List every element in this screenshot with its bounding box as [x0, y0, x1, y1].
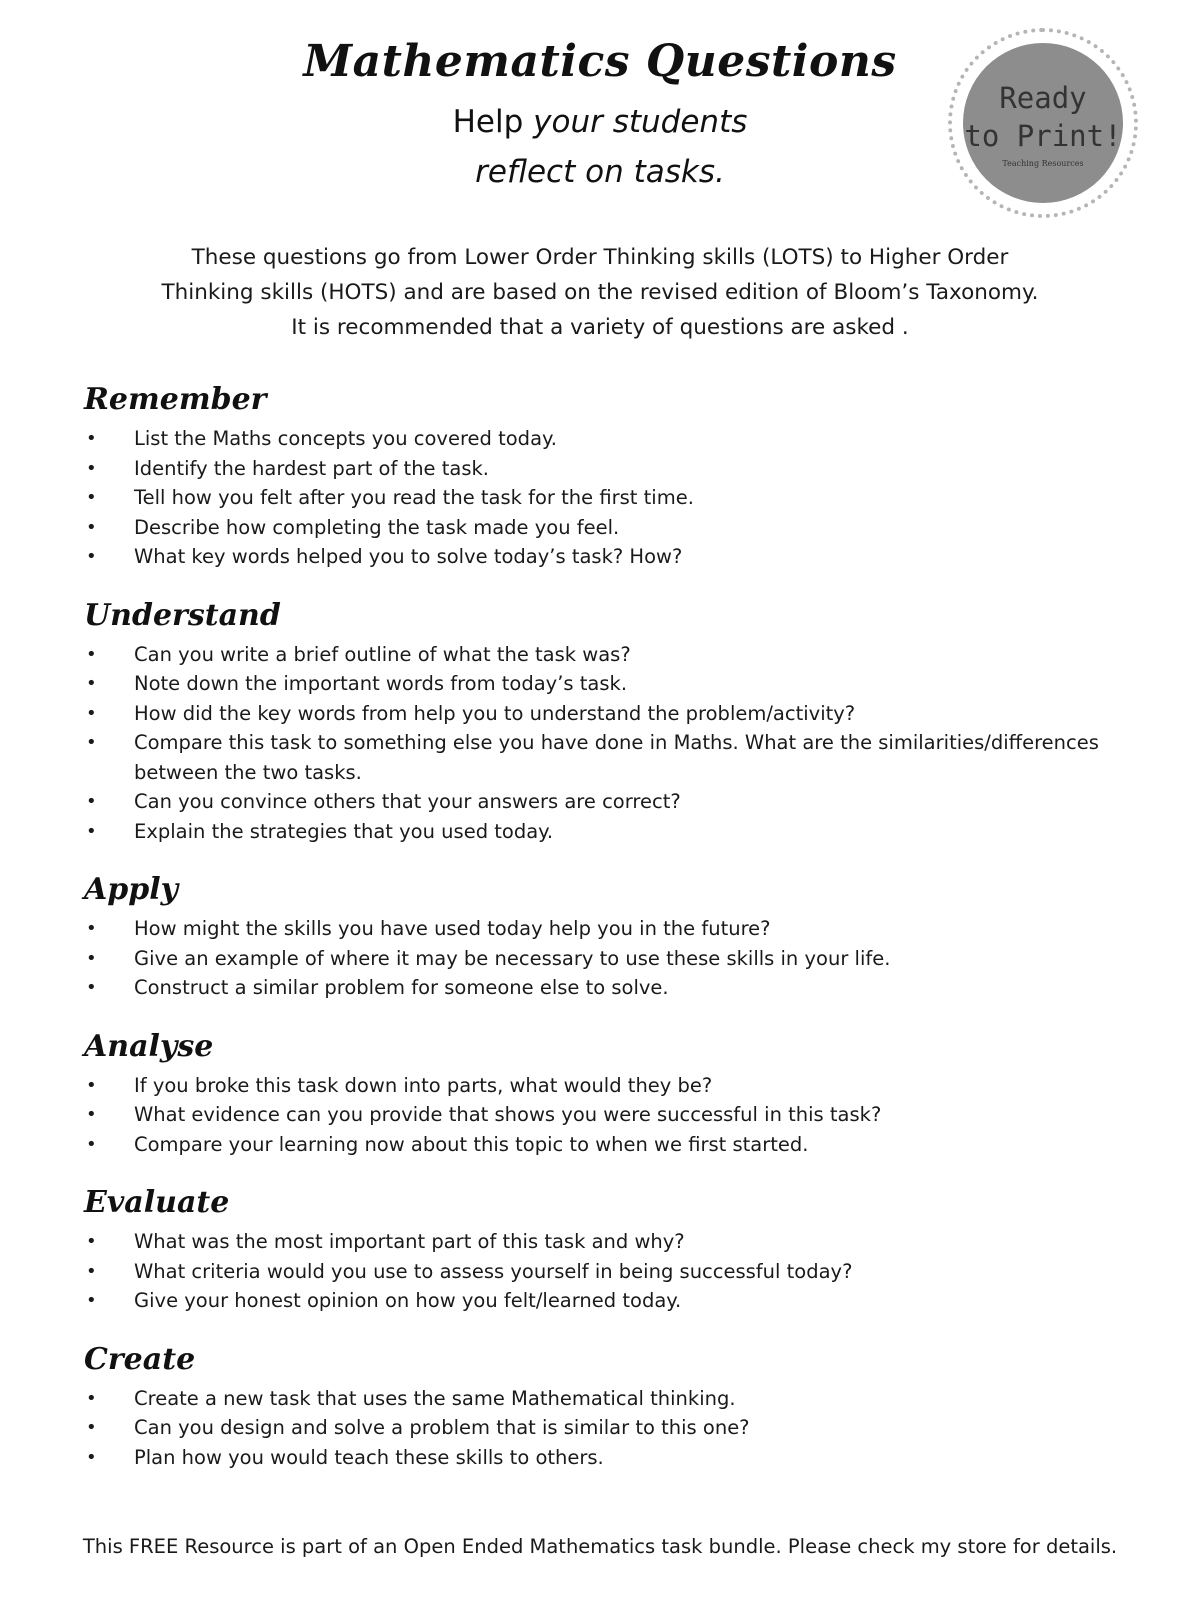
question-item: • If you broke this task down into parts, what would they be?	[84, 1071, 1164, 1101]
question-item: • Compare this task to something else you have done in Maths. What are the similarities/differences between the two tasks.	[84, 728, 1164, 787]
question-item: • Give an example of where it may be necessary to use these skills in your life.	[84, 944, 1164, 974]
question-item: • Compare your learning now about this topic to when we first started.	[84, 1130, 1164, 1160]
question-item: • What criteria would you use to assess yourself in being successful today?	[84, 1257, 1164, 1287]
subtitle-italic: your students	[533, 104, 748, 140]
section-create	[84, 1340, 1164, 1473]
subtitle-line-2: reflect on tasks.	[475, 154, 725, 190]
badge-circle	[963, 43, 1123, 203]
question-item: • Plan how you would teach these skills to others.	[84, 1443, 1164, 1473]
intro-line: These questions go from Lower Order Thinking skills (LOTS) to Higher Order	[191, 245, 1009, 270]
question-item: • Can you design and solve a problem that is similar to this one?	[84, 1413, 1164, 1443]
question-item: • What evidence can you provide that shows you were successful in this task?	[84, 1100, 1164, 1130]
section-heading: Create	[84, 1341, 196, 1377]
badge-line-1: Ready	[999, 80, 1087, 115]
section-remember	[84, 380, 1164, 572]
badge-small-text: Teaching Resources	[1002, 158, 1084, 168]
question-list	[84, 1071, 1164, 1160]
section-heading: Understand	[84, 597, 281, 633]
question-item: • How might the skills you have used today help you in the future?	[84, 914, 1164, 944]
section-understand	[84, 596, 1164, 847]
question-item: • Note down the important words from today’s task.	[84, 669, 1164, 699]
section-apply	[84, 870, 1164, 1003]
intro-paragraph	[0, 240, 1200, 345]
question-item: • What key words helped you to solve today’s task? How?	[84, 542, 1164, 572]
badge-line-2: to Print!	[964, 118, 1122, 153]
section-heading: Remember	[84, 382, 267, 417]
question-item: • Can you write a brief outline of what the task was?	[84, 640, 1164, 670]
question-list	[84, 640, 1164, 847]
question-item: • How did the key words from help you to understand the problem/activity?	[84, 699, 1164, 729]
section-heading: Apply	[84, 872, 179, 907]
question-list	[84, 1227, 1164, 1316]
section-analyse	[84, 1027, 1164, 1160]
intro-line: It is recommended that a variety of questions are asked .	[291, 315, 909, 340]
question-item: • Tell how you felt after you read the task for the first time.	[84, 483, 1164, 513]
question-list	[84, 914, 1164, 1003]
section-heading: Analyse	[84, 1028, 214, 1064]
question-item: • Construct a similar problem for someone else to solve.	[84, 973, 1164, 1003]
question-list	[84, 1384, 1164, 1473]
question-item: • Can you convince others that your answers are correct?	[84, 787, 1164, 817]
page-title: Mathematics Questions	[303, 36, 897, 87]
section-evaluate	[84, 1183, 1164, 1316]
question-item: • Explain the strategies that you used today.	[84, 817, 1164, 847]
question-item: • Describe how completing the task made you feel.	[84, 513, 1164, 543]
question-list	[84, 424, 1164, 572]
footer-note: This FREE Resource is part of an Open Ended Mathematics task bundle. Please check my store for details.	[82, 1535, 1118, 1558]
question-item: • Identify the hardest part of the task.	[84, 454, 1164, 484]
question-item: • Create a new task that uses the same Mathematical thinking.	[84, 1384, 1164, 1414]
question-sections	[84, 380, 1164, 1496]
question-item: • Give your honest opinion on how you felt/learned today.	[84, 1286, 1164, 1316]
question-item: • List the Maths concepts you covered today.	[84, 424, 1164, 454]
intro-line: Thinking skills (HOTS) and are based on the revised edition of Bloom’s Taxonomy.	[161, 280, 1039, 305]
section-heading: Evaluate	[84, 1185, 230, 1220]
subtitle-plain: Help	[452, 104, 534, 140]
ready-to-print-badge	[948, 28, 1138, 218]
question-item: • What was the most important part of this task and why?	[84, 1227, 1164, 1257]
